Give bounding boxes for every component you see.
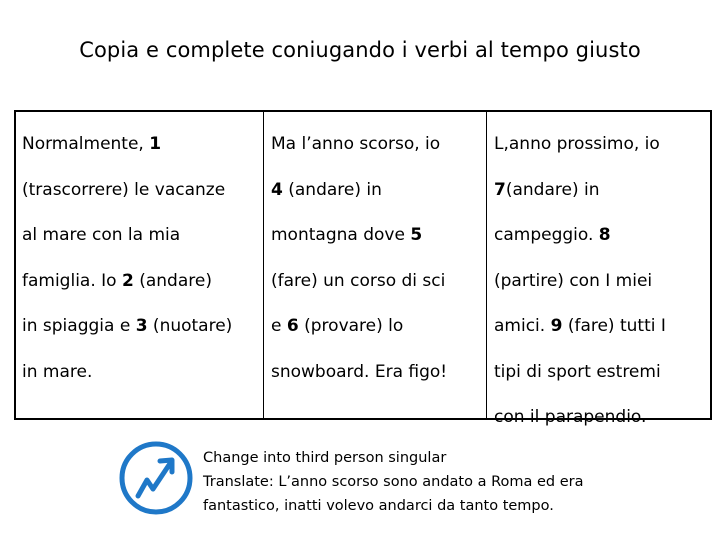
note-line: Translate: L’anno scorso sono andato a Roma ed era	[203, 474, 584, 490]
cell-text: al mare con la mia	[22, 225, 181, 245]
column-anno-scorso	[271, 122, 447, 395]
cell-line	[22, 259, 232, 305]
cell-text: e	[271, 316, 287, 336]
cell-line	[271, 350, 447, 396]
blank-number: 1	[149, 134, 162, 154]
cell-line	[494, 122, 666, 168]
blank-number: 7	[494, 179, 506, 200]
cell-line	[271, 213, 447, 259]
cell-text: (andare) in	[282, 179, 382, 200]
blank-number: 4	[271, 179, 283, 200]
exercise-table	[14, 110, 712, 427]
cell-line	[271, 259, 447, 305]
cell-line	[22, 350, 232, 396]
cell-text: (fare) un corso di sci	[271, 270, 446, 291]
cell-text: in mare.	[22, 361, 93, 382]
cell-text: con il parapendio.	[494, 407, 647, 427]
cell-text: (partire) con I miei	[494, 270, 653, 291]
page-title: Copia e complete coniugando i verbi al tempo giusto	[79, 38, 641, 62]
cell-line	[22, 168, 232, 214]
cell-line	[271, 122, 447, 168]
cell-line	[494, 213, 666, 259]
cell-line	[494, 395, 666, 441]
cell-line	[271, 168, 447, 214]
cell-text: (andare) in	[505, 179, 600, 200]
cell-text: tipi di sport estremi	[494, 361, 661, 382]
cell-text: campeggio.	[494, 225, 599, 245]
blank-number: 3	[135, 316, 148, 336]
cell-text: Normalmente,	[22, 134, 150, 154]
blank-number: 9	[550, 316, 563, 336]
blank-number: 8	[598, 225, 611, 245]
column-divider	[486, 112, 487, 418]
cell-text: (andare)	[133, 270, 212, 291]
cell-line	[22, 122, 232, 168]
cell-line	[22, 213, 232, 259]
note-line: Change into third person singular	[203, 450, 447, 466]
cell-text: montagna dove	[271, 225, 411, 245]
cell-text: (provare) lo	[298, 316, 404, 336]
column-anno-prossimo	[494, 122, 666, 441]
column-normalmente	[22, 122, 232, 395]
cell-text: famiglia. Io	[22, 270, 122, 291]
cell-text: L,anno prossimo, io	[494, 134, 660, 154]
cell-line	[494, 304, 666, 350]
cell-text: amici.	[494, 316, 551, 336]
instructions-note	[203, 446, 584, 518]
trend-arrow-icon	[117, 439, 195, 517]
cell-text: in spiaggia e	[22, 316, 136, 336]
cell-text: (trascorrere) le vacanze	[22, 179, 226, 200]
cell-text: Ma l’anno scorso, io	[271, 134, 441, 154]
cell-line	[271, 304, 447, 350]
cell-line	[494, 350, 666, 396]
blank-number: 5	[410, 225, 423, 245]
blank-number: 6	[286, 316, 299, 336]
column-divider	[263, 112, 264, 418]
cell-line	[494, 259, 666, 305]
note-line: fantastico, inatti volevo andarci da tanto tempo.	[203, 498, 554, 514]
cell-line	[22, 304, 232, 350]
blank-number: 2	[121, 270, 134, 291]
cell-text: (nuotare)	[147, 316, 233, 336]
cell-text: snowboard. Era figo!	[271, 361, 448, 382]
cell-line	[494, 168, 666, 214]
cell-text: (fare) tutti I	[562, 316, 666, 336]
